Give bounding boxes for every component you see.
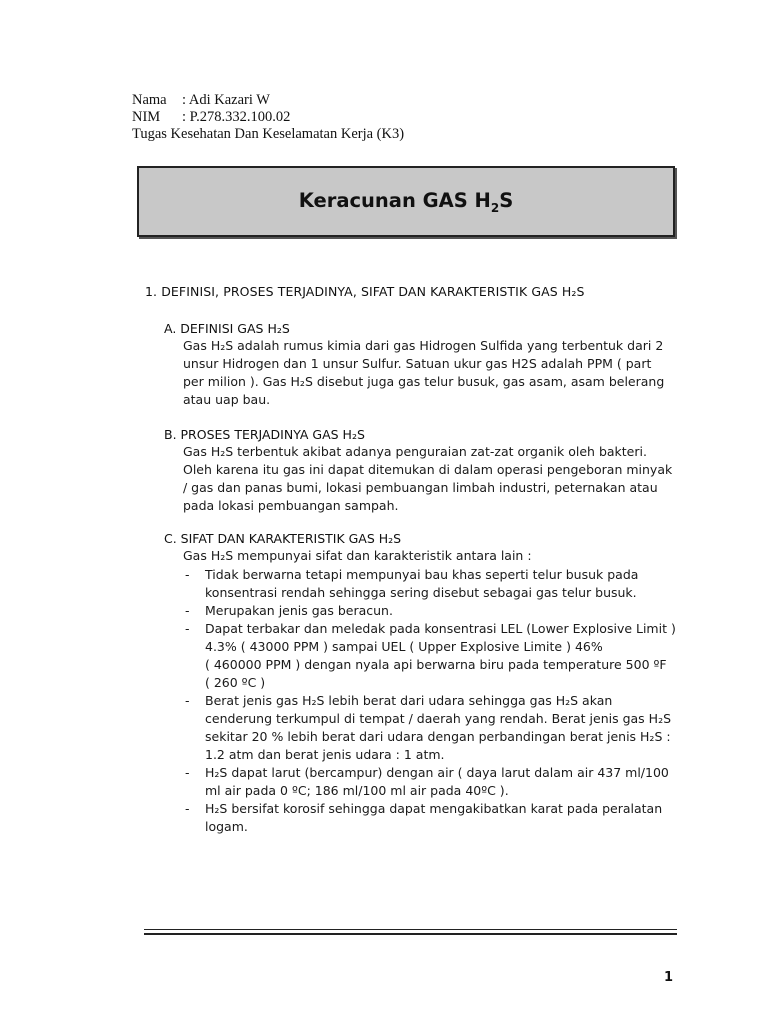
paragraph-line: Gas H₂S adalah rumus kimia dari gas Hidrogen Sulfida yang terbentuk dari 2	[183, 338, 664, 353]
paragraph-line: Gas H₂S mempunyai sifat dan karakteristik antara lain :	[183, 548, 532, 563]
course-line: Tugas Kesehatan Dan Keselamatan Kerja (K3)	[132, 126, 405, 142]
paragraph-line: pada lokasi pembuangan sampah.	[183, 498, 399, 513]
bullet-dash: -	[185, 693, 190, 708]
list-item-line: Dapat terbakar dan meledak pada konsentrasi LEL (Lower Explosive Limit )	[205, 621, 676, 636]
list-item-line: Tidak berwarna tetapi mempunyai bau khas seperti telur busuk pada	[205, 567, 639, 582]
list-item	[183, 566, 683, 602]
list-item-line: ( 460000 PPM ) dengan nyala api berwarna biru pada temperature 500 ºF	[205, 657, 667, 672]
paragraph-line: / gas dan panas bumi, lokasi pembuangan limbah industri, peternakan atau	[183, 480, 658, 495]
characteristics-list	[183, 566, 683, 836]
page-number: 1	[664, 970, 674, 985]
bullet-dash: -	[185, 603, 190, 618]
paragraph-line: unsur Hidrogen dan 1 unsur Sulfur. Satuan ukur gas H2S adalah PPM ( part	[183, 356, 652, 371]
list-item-line: ml air pada 0 ºC; 186 ml/100 ml air pada 40ºC ).	[205, 783, 509, 798]
name-label: Nama	[132, 92, 167, 108]
name-row	[132, 92, 404, 109]
bullet-dash: -	[185, 621, 190, 636]
list-item-line: cenderung terkumpul di tempat / daerah yang rendah. Berat jenis gas H₂S	[205, 711, 672, 726]
list-item-line: 1.2 atm dan berat jenis udara : 1 atm.	[205, 747, 445, 762]
list-item	[183, 602, 683, 620]
title-subscript: 2	[490, 200, 500, 215]
section-a-paragraph	[183, 337, 673, 409]
list-item-line: H₂S dapat larut (bercampur) dengan air ( daya larut dalam air 437 ml/100	[205, 765, 669, 780]
name-value: : Adi Kazari W	[182, 92, 270, 108]
bullet-dash: -	[185, 801, 190, 816]
list-item	[183, 620, 683, 692]
section-1-heading: 1. DEFINISI, PROSES TERJADINYA, SIFAT DAN KARAKTERISTIK GAS H₂S	[145, 284, 585, 299]
bullet-dash: -	[185, 765, 190, 780]
list-item	[183, 692, 683, 764]
document-title	[299, 189, 514, 215]
nim-value: : P.278.332.100.02	[182, 109, 291, 125]
section-b-heading: B. PROSES TERJADINYA GAS H₂S	[164, 427, 365, 442]
paragraph-line: per milion ). Gas H₂S disebut juga gas telur busuk, gas asam, asam belerang	[183, 374, 665, 389]
list-item-line: Berat jenis gas H₂S lebih berat dari udara sehingga gas H₂S akan	[205, 693, 613, 708]
section-c-intro	[183, 547, 673, 565]
nim-row	[132, 109, 404, 126]
document-header	[132, 92, 404, 143]
bullet-dash: -	[185, 567, 190, 582]
title-suffix: S	[499, 188, 514, 212]
footer-rule-thick	[144, 933, 677, 935]
list-item-line: 4.3% ( 43000 PPM ) sampai UEL ( Upper Explosive Limite ) 46%	[205, 639, 603, 654]
list-item	[183, 764, 683, 800]
section-a-heading: A. DEFINISI GAS H₂S	[164, 321, 290, 336]
list-item-line: sekitar 20 % lebih berat dari udara dengan perbandingan berat jenis H₂S :	[205, 729, 671, 744]
section-b-paragraph	[183, 443, 673, 515]
footer-rule-thin	[144, 929, 677, 930]
paragraph-line: atau uap bau.	[183, 392, 271, 407]
list-item-line: ( 260 ºC )	[205, 675, 266, 690]
list-item-line: H₂S bersifat korosif sehingga dapat mengakibatkan karat pada peralatan	[205, 801, 663, 816]
list-item	[183, 800, 683, 836]
nim-label: NIM	[132, 109, 161, 125]
section-c-heading: C. SIFAT DAN KARAKTERISTIK GAS H₂S	[164, 531, 402, 546]
list-item-line: logam.	[205, 819, 248, 834]
title-prefix: Keracunan GAS H	[298, 188, 491, 212]
paragraph-line: Oleh karena itu gas ini dapat ditemukan di dalam operasi pengeboran minyak	[183, 462, 673, 477]
paragraph-line: Gas H₂S terbentuk akibat adanya penguraian zat-zat organik oleh bakteri.	[183, 444, 647, 459]
title-box	[137, 166, 675, 237]
list-item-line: konsentrasi rendah sehingga sering disebut sebagai gas telur busuk.	[205, 585, 637, 600]
list-item-line: Merupakan jenis gas beracun.	[205, 603, 393, 618]
